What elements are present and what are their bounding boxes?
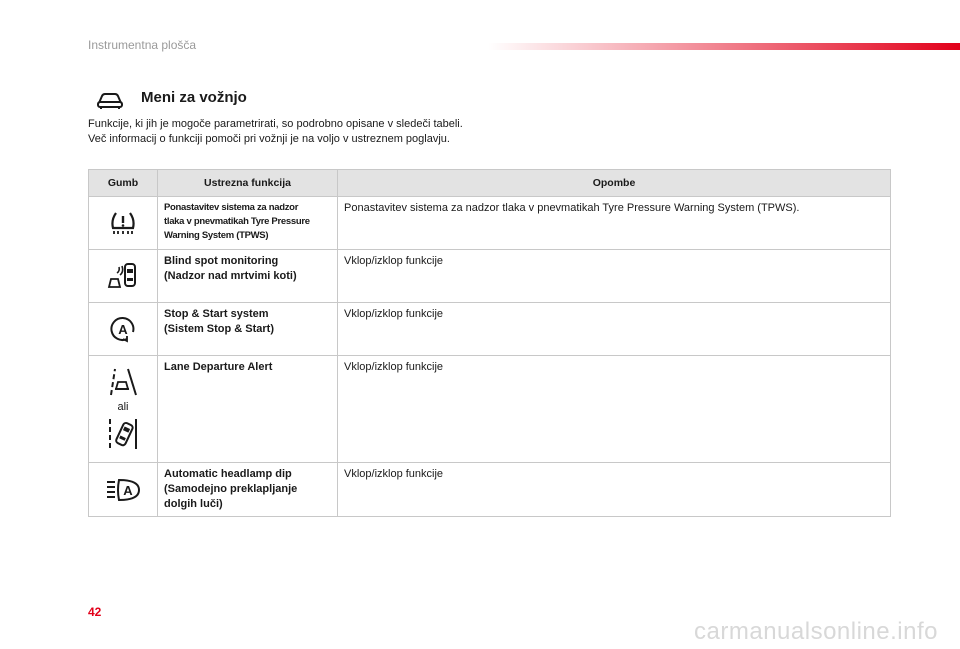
- icon-cell: [89, 463, 158, 517]
- intro-line-2: Več informacij o funkciji pomoči pri vožnji je na voljo v ustreznem poglavju.: [88, 133, 450, 145]
- function-line: Stop & Start system: [164, 308, 269, 320]
- icon-cell: [89, 250, 158, 303]
- note-cell: Vklop/izklop funkcije: [338, 303, 891, 356]
- function-cell: [158, 356, 338, 463]
- header-title: Instrumentna plošča: [88, 38, 197, 52]
- functions-table: [88, 169, 891, 517]
- function-cell: [158, 250, 338, 303]
- function-line: Ponastavitev sistema za nadzor: [164, 202, 299, 213]
- table-row: [89, 250, 891, 303]
- note-cell: Ponastavitev sistema za nadzor tlaka v pnevmatikah Tyre Pressure Warning System (TPWS).: [338, 197, 891, 250]
- function-cell: [158, 303, 338, 356]
- stop-start-icon: [108, 314, 138, 344]
- header-function: Ustrezna funkcija: [158, 170, 338, 197]
- function-line: Lane Departure Alert: [164, 361, 273, 373]
- note-cell: Vklop/izklop funkcije: [338, 250, 891, 303]
- icon-cell: [89, 303, 158, 356]
- function-line: Blind spot monitoring: [164, 255, 279, 267]
- icon-cell: [89, 356, 158, 463]
- svg-text:A: A: [123, 482, 133, 498]
- car-icon: [96, 90, 124, 110]
- watermark: carmanualsonline.info: [694, 618, 938, 645]
- function-line: Automatic headlamp dip: [164, 468, 292, 480]
- blind-spot-icon: [106, 261, 140, 291]
- icon-cell: [89, 197, 158, 250]
- intro-text: [88, 117, 463, 147]
- function-line: Warning System (TPWS): [164, 230, 269, 241]
- function-cell: [158, 197, 338, 250]
- function-line: dolgih luči): [164, 498, 223, 510]
- note-cell: Vklop/izklop funkcije: [338, 463, 891, 517]
- note-cell: Vklop/izklop funkcije: [338, 356, 891, 463]
- section-title: Meni za vožnjo: [141, 89, 247, 106]
- tyre-pressure-icon: [109, 210, 137, 236]
- lane-departure-alt-icon: [106, 417, 140, 451]
- header-gumb: Gumb: [89, 170, 158, 197]
- table-row: [89, 197, 891, 250]
- function-line: (Samodejno preklapljanje: [164, 483, 298, 495]
- or-label: ali: [117, 401, 129, 413]
- page-number: 42: [88, 605, 102, 619]
- table-row: [89, 463, 891, 517]
- header-accent-bar: [488, 43, 960, 50]
- function-line: tlaka v pnevmatikah Tyre Pressure: [164, 216, 310, 227]
- intro-line-1: Funkcije, ki jih je mogoče parametrirati, so podrobno opisane v sledeči tabeli.: [88, 118, 463, 130]
- lane-departure-icon: [106, 367, 140, 397]
- table-header-row: [89, 170, 891, 197]
- function-line: (Sistem Stop & Start): [164, 323, 275, 335]
- table-row: [89, 356, 891, 463]
- function-line: (Nadzor nad mrtvimi koti): [164, 270, 297, 282]
- auto-headlamp-icon: [105, 478, 141, 502]
- header-notes: Opombe: [338, 170, 891, 197]
- svg-text:A: A: [118, 322, 128, 337]
- function-cell: [158, 463, 338, 517]
- table-row: [89, 303, 891, 356]
